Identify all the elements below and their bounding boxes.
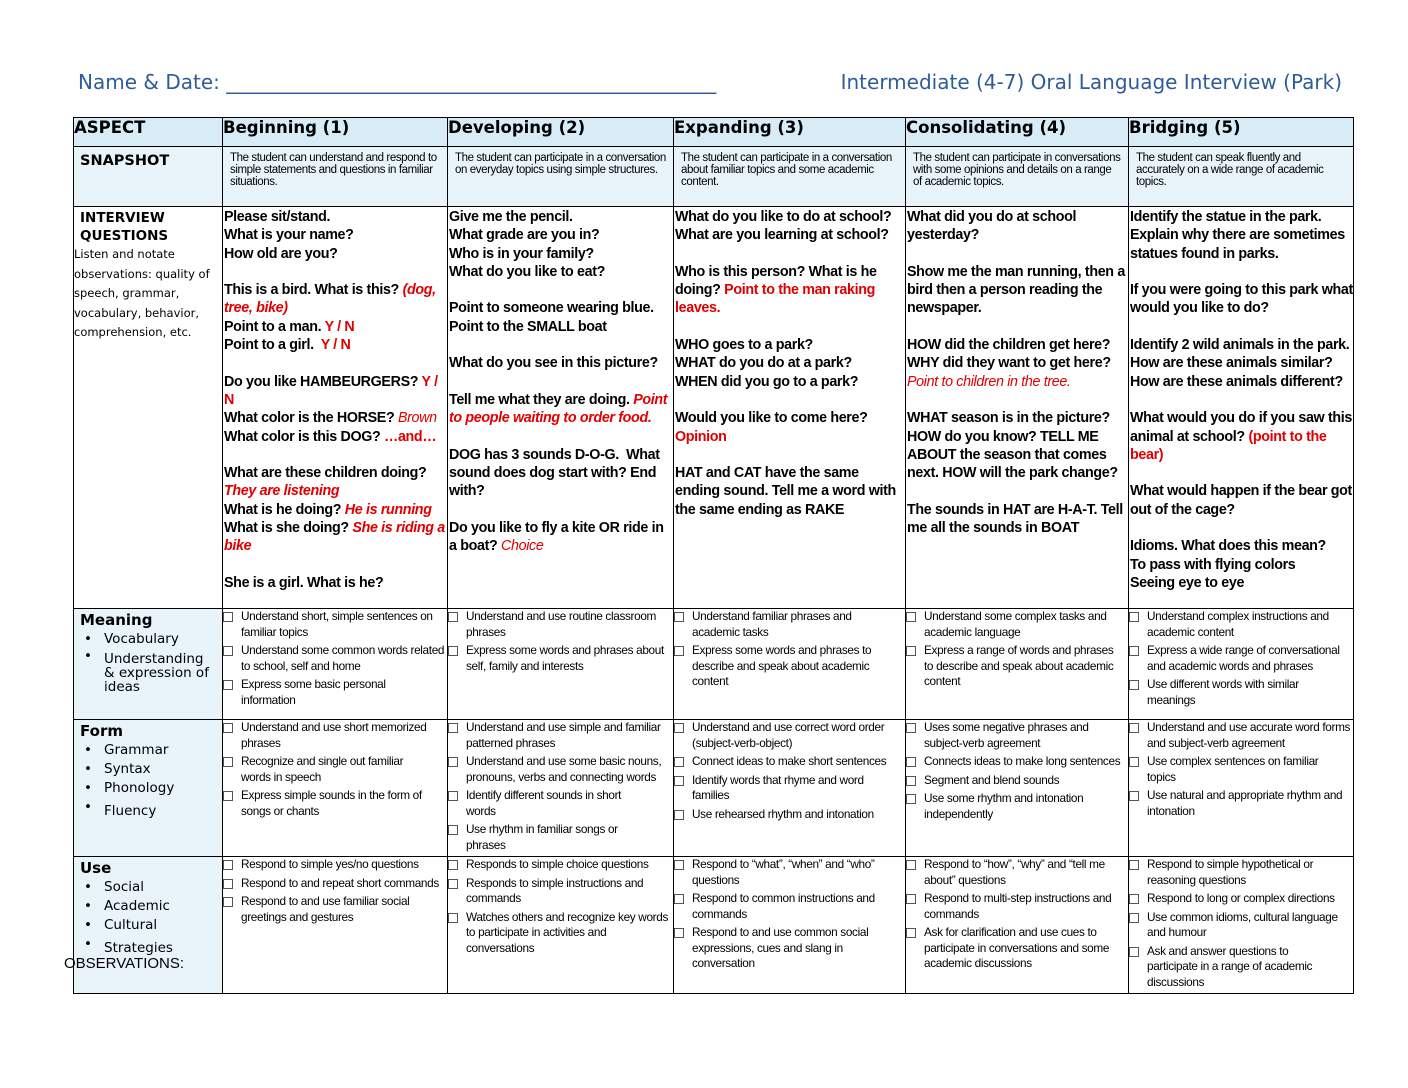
checkbox-icon[interactable] [448, 723, 458, 733]
questions-developing: Give me the pencil. What grade are you in? Who is in your family? What do you like to eat? Point to someone wearing blue. Point to the SMALL boat What do you see in this picture? Tell me what they are doing. Point to people waiting to order food. DOG has 3 sounds D-O-G. What sound does dog start with? End with? Do you like to fly a kite OR ride in a boat? Choice [448, 207, 674, 609]
checkbox-icon[interactable] [674, 723, 684, 733]
checklist-item[interactable] [674, 720, 905, 751]
meaning-title: Meaning [80, 611, 153, 629]
checklist-item[interactable] [223, 788, 447, 819]
checklist-item-text: Use different words with similar meanings [1147, 677, 1299, 707]
checkbox-icon[interactable] [1129, 757, 1139, 767]
checkbox-icon[interactable] [1129, 723, 1139, 733]
page-header [78, 70, 1342, 98]
checklist-item-text: Respond to common instructions and commands [692, 891, 875, 921]
checklist-item-text: Understand and use correct word order (subject-verb-object) [692, 720, 885, 750]
checklist-item-text: Express simple sounds in the form of songs or chants [241, 788, 422, 818]
snapshot-expanding: The student can participate in a conversation about familiar topics and some academic content. [674, 147, 906, 207]
snapshot-beginning: The student can understand and respond to simple statements and questions in familiar situations. [223, 147, 448, 207]
checklist-item-text: Use complex sentences on familiar topics [1147, 754, 1319, 784]
checkbox-icon[interactable] [1129, 947, 1139, 957]
checklist-item-text: Respond to “how”, “why” and “tell me about” questions [924, 857, 1105, 887]
meaning-aspect-cell [74, 609, 223, 720]
snapshot-row [74, 147, 1354, 207]
checkbox-icon[interactable] [674, 776, 684, 786]
checklist-item-text: Segment and blend sounds [924, 772, 1060, 787]
checklist-item-text: Use common idioms, cultural language and humour [1147, 909, 1338, 939]
checkbox-icon[interactable] [906, 860, 916, 870]
checklist-item[interactable] [223, 876, 447, 892]
use-title: Use [80, 859, 112, 877]
rubric-table [73, 117, 1357, 994]
name-date-field[interactable]: Name & Date: _________________________________________________ [78, 70, 717, 94]
column-header-aspect: ASPECT [74, 118, 223, 147]
checkbox-icon[interactable] [1129, 680, 1139, 690]
checklist-item[interactable] [448, 822, 673, 853]
meaning-subs: • Vocabulary • Understanding & expression of ideas [80, 630, 216, 697]
checkbox-icon[interactable] [906, 794, 916, 804]
checklist-item-text: Ask for clarification and use cues to participate in conversations and some academic discussions [924, 925, 1110, 970]
checklist-item[interactable] [674, 773, 905, 804]
meaning-beginning [223, 609, 448, 720]
checklist-item-text: Express some words and phrases about self, family and interests [466, 643, 664, 673]
snapshot-label: SNAPSHOT [80, 153, 170, 169]
checkbox-icon[interactable] [674, 928, 684, 938]
checkbox-icon[interactable] [448, 860, 458, 870]
form-aspect-cell [74, 720, 223, 857]
checklist-item-text: Respond to “what”, “when” and “who” questions [692, 857, 875, 887]
checklist-item-text: Understand complex instructions and academic content [1147, 609, 1329, 639]
form-row [74, 720, 1354, 857]
checklist-item-text: Understand familiar phrases and academic tasks [692, 609, 852, 639]
checkbox-icon[interactable] [448, 612, 458, 622]
checklist-item-text: Responds to simple choice questions [466, 857, 649, 871]
checklist-item-text: Identify different sounds in short words [466, 788, 622, 818]
checklist-item[interactable] [906, 891, 1128, 922]
checkbox-icon[interactable] [906, 894, 916, 904]
checklist-item-text: Understand and use accurate word forms and subject-verb agreement [1147, 720, 1351, 750]
use-bridging [1129, 857, 1354, 994]
checkbox-icon[interactable] [906, 723, 916, 733]
checkbox-icon[interactable] [223, 723, 233, 733]
checklist-item[interactable] [1129, 609, 1353, 640]
checklist-item[interactable] [223, 609, 447, 640]
checklist-item[interactable] [223, 643, 447, 674]
checklist-item-text: Understand and use short memorized phrases [241, 720, 427, 750]
column-header-developing: Developing (2) [448, 118, 674, 147]
checklist-item-text: Respond to multi-step instructions and commands [924, 891, 1112, 921]
checklist-item-text: Respond to and repeat short commands [241, 875, 439, 890]
meaning-row [74, 609, 1354, 720]
questions-consolidating: What did you do at school yesterday? Show me the man running, then a bird then a person reading the newspaper. HOW did the children get here? WHY did they want to get here? Point to children in the tree. WHAT season is in the picture? HOW do you know? TELL ME ABOUT the season that comes next. HOW will the park change? The sounds in HAT are H-A-T. Tell me all the sounds in BOAT [906, 207, 1129, 609]
checklist-item[interactable] [1129, 788, 1353, 819]
checklist-item-text: Use rehearsed rhythm and intonation [692, 806, 874, 821]
checklist-item[interactable] [674, 925, 905, 972]
checkbox-icon[interactable] [223, 897, 233, 907]
form-beginning [223, 720, 448, 857]
checkbox-icon[interactable] [1129, 612, 1139, 622]
checklist-item-text: Responds to simple instructions and commands [466, 875, 644, 905]
checklist-item[interactable] [674, 609, 905, 640]
checkbox-icon[interactable] [223, 860, 233, 870]
checklist-item-text: Respond to simple yes/no questions [241, 857, 419, 871]
checkbox-icon[interactable] [1129, 860, 1139, 870]
checklist-item-text: Respond to simple hypothetical or reasoning questions [1147, 857, 1314, 887]
checkbox-icon[interactable] [674, 894, 684, 904]
checkbox-icon[interactable] [448, 825, 458, 835]
checklist-item[interactable] [448, 876, 673, 907]
checklist-item[interactable] [448, 788, 673, 819]
column-header-expanding: Expanding (3) [674, 118, 906, 147]
checkbox-icon[interactable] [448, 757, 458, 767]
use-expanding [674, 857, 906, 994]
form-title: Form [80, 722, 123, 740]
use-subs: • Social • Academic • Cultural • Strategies [80, 878, 216, 958]
checklist-item[interactable] [223, 720, 447, 751]
snapshot-bridging: The student can speak fluently and accurately on a wide range of academic topics. [1129, 147, 1354, 207]
checkbox-icon[interactable] [223, 757, 233, 767]
checklist-item-text: Uses some negative phrases and subject-verb agreement [924, 720, 1089, 750]
checklist-item[interactable] [1129, 754, 1353, 785]
use-beginning [223, 857, 448, 994]
checkbox-icon[interactable] [906, 646, 916, 656]
checklist-item[interactable] [906, 643, 1128, 690]
column-header-beginning: Beginning (1) [223, 118, 448, 147]
questions-expanding: What do you like to do at school? What are you learning at school? Who is this person? What is he doing? Point to the man raking leaves. WHO goes to a park? WHAT do you do at a park? WHEN did you go to a park? Would you like to come here? Opinion HAT and CAT have the same ending sound. Tell me a word with the same ending as RAKE [674, 207, 906, 609]
meaning-developing [448, 609, 674, 720]
checklist-item-text: Express some basic personal information [241, 677, 386, 707]
checkbox-icon[interactable] [223, 680, 233, 690]
checkbox-icon[interactable] [223, 612, 233, 622]
meaning-bridging [1129, 609, 1354, 720]
checklist-item-text: Use rhythm in familiar songs or phrases [466, 822, 618, 852]
checkbox-icon[interactable] [223, 879, 233, 889]
checklist-item-text: Express a wide range of conversational and academic words and phrases [1147, 643, 1340, 673]
use-row [74, 857, 1354, 994]
questions-beginning: Please sit/stand. What is your name? How old are you? This is a bird. What is this? (dog, tree, bike) Point to a man. Y / N Point to a girl. Y / N Do you like HAMBEURGERS? Y / N What color is the HORSE? Brown What color is this DOG? …and… What are these children doing? They are listening What is he doing? He is running What is she doing? She is riding a bike She is a girl. What is he? [223, 207, 448, 609]
checkbox-icon[interactable] [906, 612, 916, 622]
checklist-item[interactable] [674, 754, 905, 770]
checklist-item-text: Understand and use routine classroom phrases [466, 609, 657, 639]
form-subs: • Grammar • Syntax • Phonology • Fluency [80, 741, 216, 821]
checklist-item-text: Respond to long or complex directions [1147, 891, 1335, 905]
checkbox-icon[interactable] [674, 860, 684, 870]
checklist-item[interactable] [1129, 857, 1353, 888]
checkbox-icon[interactable] [223, 646, 233, 656]
meaning-expanding [674, 609, 906, 720]
checkbox-icon[interactable] [223, 791, 233, 801]
checklist-item[interactable] [906, 925, 1128, 972]
checklist-item[interactable] [448, 720, 673, 751]
checklist-item[interactable] [1129, 677, 1353, 708]
checkbox-icon[interactable] [906, 776, 916, 786]
checklist-item[interactable] [1129, 910, 1353, 941]
checklist-item[interactable] [1129, 944, 1353, 991]
checklist-item-text: Recognize and single out familiar words in speech [241, 754, 404, 784]
checkbox-icon[interactable] [674, 757, 684, 767]
checklist-item[interactable] [906, 791, 1128, 822]
checkbox-icon[interactable] [906, 757, 916, 767]
checklist-item-text: Connects ideas to make long sentences [924, 754, 1121, 768]
checklist-item[interactable] [223, 677, 447, 708]
checklist-item[interactable] [674, 891, 905, 922]
use-consolidating [906, 857, 1129, 994]
form-expanding [674, 720, 906, 857]
checklist-item[interactable] [448, 754, 673, 785]
interview-label-cell [74, 207, 223, 609]
checkbox-icon[interactable] [674, 612, 684, 622]
interview-questions-row [74, 207, 1354, 609]
use-aspect-cell [74, 857, 223, 994]
checklist-item[interactable] [906, 773, 1128, 789]
checklist-item-text: Use natural and appropriate rhythm and intonation [1147, 788, 1343, 818]
checklist-item[interactable] [448, 910, 673, 957]
snapshot-developing: The student can participate in a conversation on everyday topics using simple structures. [448, 147, 674, 207]
checkbox-icon[interactable] [448, 791, 458, 801]
checklist-item[interactable] [906, 754, 1128, 770]
checklist-item-text: Respond to and use familiar social greetings and gestures [241, 894, 410, 924]
checkbox-icon[interactable] [1129, 894, 1139, 904]
checklist-item-text: Understand and use simple and familiar patterned phrases [466, 720, 661, 750]
checklist-item[interactable] [1129, 891, 1353, 907]
form-developing [448, 720, 674, 857]
checkbox-icon[interactable] [674, 646, 684, 656]
checklist-item-text: Use some rhythm and intonation independently [924, 791, 1084, 821]
use-developing [448, 857, 674, 994]
header-row [74, 118, 1354, 147]
checklist-item-text: Express a range of words and phrases to describe and speak about academic content [924, 643, 1114, 688]
interview-note: Listen and notate observations: quality of speech, grammar, vocabulary, behavior, comprehension, etc. [74, 247, 210, 339]
checkbox-icon[interactable] [674, 810, 684, 820]
checklist-item[interactable] [674, 807, 905, 823]
meaning-consolidating [906, 609, 1129, 720]
checklist-item[interactable] [674, 643, 905, 690]
checklist-item[interactable] [906, 609, 1128, 640]
checklist-item[interactable] [223, 754, 447, 785]
checklist-item-text: Understand and use some basic nouns, pronouns, verbs and connecting words [466, 754, 662, 784]
checklist-item-text: Identify words that rhyme and word families [692, 772, 864, 802]
checklist-item[interactable] [223, 894, 447, 925]
document-title: Intermediate (4-7) Oral Language Interview (Park) [840, 70, 1342, 94]
checklist-item[interactable] [448, 857, 673, 873]
form-bridging [1129, 720, 1354, 857]
checkbox-icon[interactable] [906, 928, 916, 938]
checklist-item-text: Understand some common words related to school, self and home [241, 643, 445, 673]
form-consolidating [906, 720, 1129, 857]
column-header-bridging: Bridging (5) [1129, 118, 1354, 147]
snapshot-consolidating: The student can participate in conversations with some opinions and details on a range of academic topics. [906, 147, 1129, 207]
checkbox-icon[interactable] [1129, 791, 1139, 801]
checklist-item-text: Respond to and use common social expressions, cues and slang in conversation [692, 925, 869, 970]
checklist-item[interactable] [1129, 643, 1353, 674]
checkbox-icon[interactable] [448, 646, 458, 656]
checklist-item-text: Understand short, simple sentences on familiar topics [241, 609, 433, 639]
checklist-item[interactable] [674, 857, 905, 888]
questions-bridging: Identify the statue in the park. Explain why there are sometimes statues found in parks. If you were going to this park what would you like to do? Identify 2 wild animals in the park. How are these animals similar? How are these animals different? What would you do if you saw this animal at school? (point to the bear) What would happen if the bear got out of the cage? Idioms. What does this mean? To pass with flying colors Seeing eye to eye [1129, 207, 1354, 609]
checklist-item[interactable] [448, 609, 673, 640]
checklist-item-text: Express some words and phrases to describe and speak about academic content [692, 643, 872, 688]
checklist-item[interactable] [1129, 720, 1353, 751]
checkbox-icon[interactable] [448, 879, 458, 889]
checkbox-icon[interactable] [1129, 646, 1139, 656]
checklist-item-text: Understand some complex tasks and academic language [924, 609, 1107, 639]
interview-label: INTERVIEW QUESTIONS [80, 210, 169, 244]
column-header-consolidating: Consolidating (4) [906, 118, 1129, 147]
checklist-item[interactable] [906, 857, 1128, 888]
checkbox-icon[interactable] [448, 913, 458, 923]
checklist-item[interactable] [223, 857, 447, 873]
checklist-item[interactable] [906, 720, 1128, 751]
checkbox-icon[interactable] [1129, 913, 1139, 923]
checklist-item[interactable] [448, 643, 673, 674]
observations-label: OBSERVATIONS: [64, 955, 185, 972]
checklist-item-text: Watches others and recognize key words to participate in activities and conversations [466, 909, 668, 955]
checklist-item-text: Ask and answer questions to participate in a range of academic discussions [1147, 943, 1313, 989]
checklist-item-text: Connect ideas to make short sentences [692, 754, 887, 768]
